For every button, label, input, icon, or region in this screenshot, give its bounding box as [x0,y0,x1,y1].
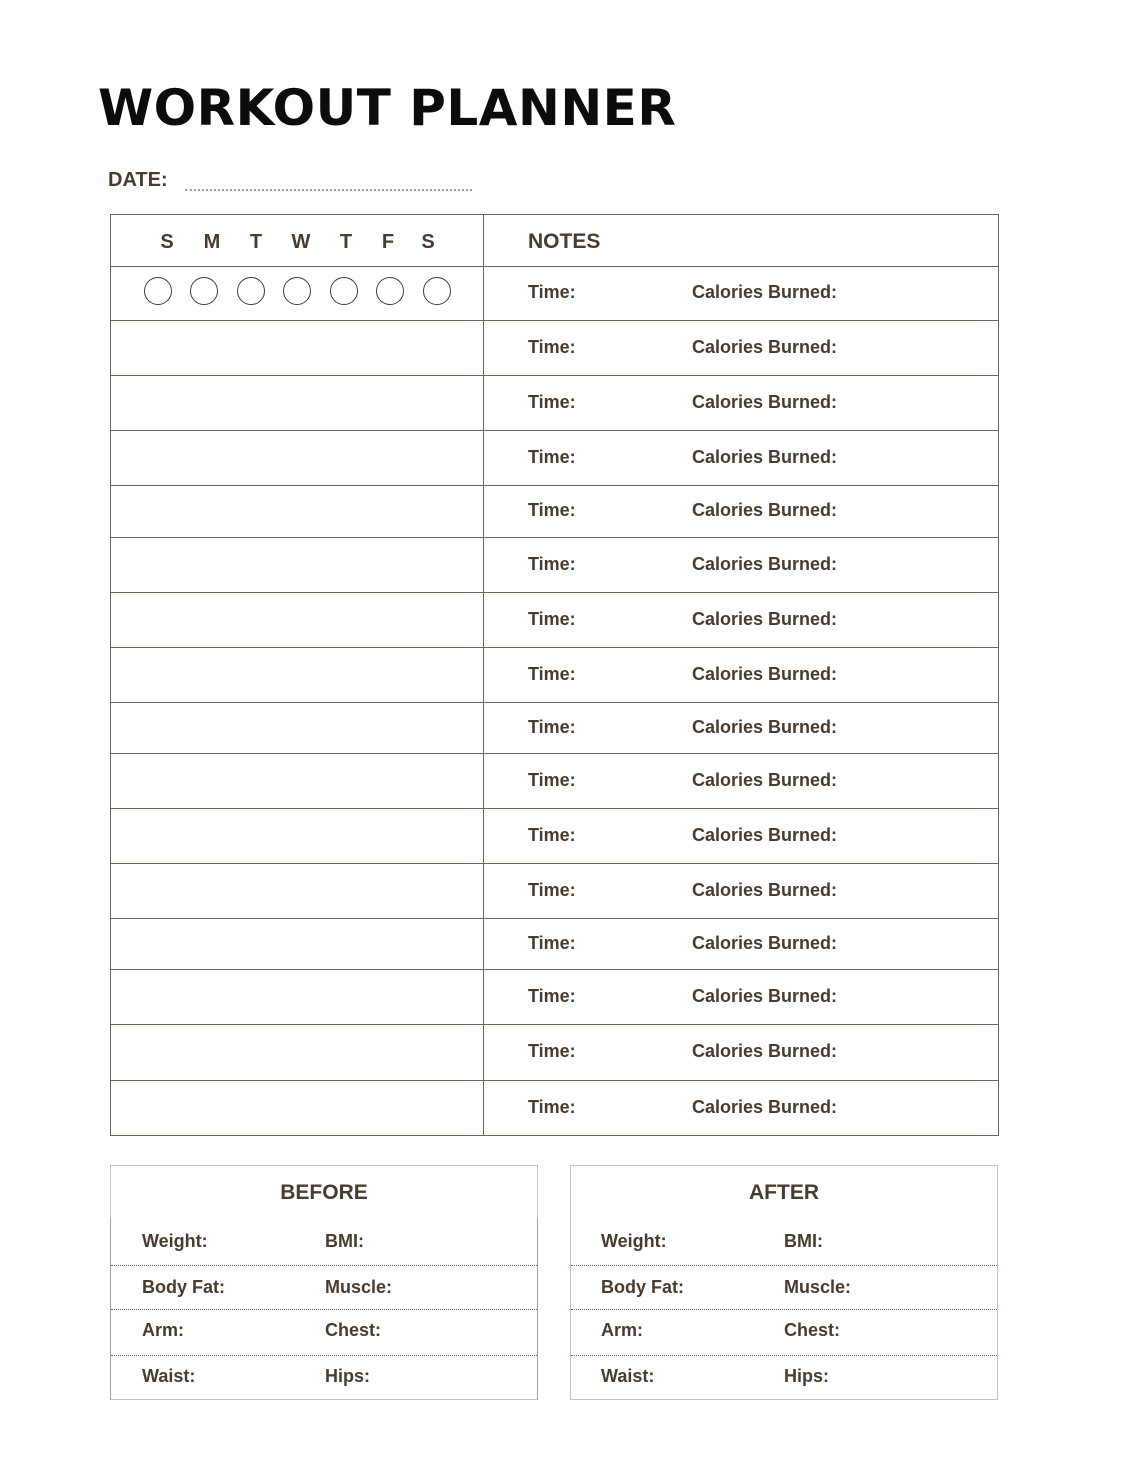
time-label: Time: [528,664,576,684]
time-label: Time: [528,986,576,1006]
workout-entry-cell[interactable] [111,1081,483,1135]
calories-burned-label: Calories Burned: [692,337,838,357]
date-label: DATE: [108,169,168,191]
calories-burned-label: Calories Burned: [692,392,838,412]
workout-entry-cell[interactable] [111,864,483,918]
workout-entry-cell[interactable] [111,754,483,808]
day-thursday: T [339,231,353,253]
day-tuesday: T [249,231,263,253]
calories-burned-label: Calories Burned: [692,717,838,737]
dotted-divider [571,1355,997,1356]
calories-burned-label: Calories Burned: [692,770,838,790]
before-muscle-label: Muscle: [325,1277,393,1297]
time-label: Time: [528,447,576,467]
workout-table [110,214,999,1136]
time-label: Time: [528,1097,576,1117]
day-friday: F [381,231,395,253]
dotted-divider [111,1309,537,1310]
dotted-divider [571,1309,997,1310]
workout-entry-cell[interactable] [111,538,483,592]
workout-entry-cell[interactable] [111,431,483,485]
box-right-edge [537,1218,538,1400]
calories-burned-label: Calories Burned: [692,933,838,953]
calories-burned-label: Calories Burned: [692,880,838,900]
day-sunday: S [160,231,174,253]
page-title: WORKOUT PLANNER [98,79,677,137]
after-weight-label: Weight: [601,1231,667,1251]
column-divider [483,215,484,1135]
calories-burned-label: Calories Burned: [692,609,838,629]
date-input-line[interactable] [185,189,472,191]
before-chest-label: Chest: [325,1320,382,1340]
before-bmi-label: BMI: [325,1231,364,1251]
workout-entry-cell[interactable] [111,648,483,702]
workout-entry-cell[interactable] [111,321,483,375]
time-label: Time: [528,337,576,357]
day-saturday: S [421,231,435,253]
before-waist-label: Waist: [142,1366,196,1386]
calories-burned-label: Calories Burned: [692,1097,838,1117]
calories-burned-label: Calories Burned: [692,282,838,302]
before-body-fat-label: Body Fat: [142,1277,225,1297]
after-body-fat-label: Body Fat: [601,1277,684,1297]
calories-burned-label: Calories Burned: [692,500,838,520]
time-label: Time: [528,933,576,953]
time-label: Time: [528,770,576,790]
dotted-divider [571,1265,997,1266]
before-weight-label: Weight: [142,1231,208,1251]
after-measurements [570,1165,998,1400]
time-label: Time: [528,825,576,845]
before-arm-label: Arm: [142,1320,185,1340]
after-muscle-label: Muscle: [784,1277,852,1297]
after-bmi-label: BMI: [784,1231,823,1251]
time-label: Time: [528,1041,576,1061]
after-title: AFTER [749,1181,819,1204]
after-chest-label: Chest: [784,1320,841,1340]
workout-entry-cell[interactable] [111,703,483,753]
before-title: BEFORE [280,1181,368,1204]
calories-burned-label: Calories Burned: [692,825,838,845]
workout-entry-cell[interactable] [111,919,483,969]
workout-entry-cell[interactable] [111,1025,483,1080]
time-label: Time: [528,880,576,900]
day-wednesday: W [291,231,311,253]
after-waist-label: Waist: [601,1366,655,1386]
calories-burned-label: Calories Burned: [692,447,838,467]
before-measurements [110,1165,538,1400]
dotted-divider [111,1265,537,1266]
calories-burned-label: Calories Burned: [692,664,838,684]
calories-burned-label: Calories Burned: [692,554,838,574]
time-label: Time: [528,609,576,629]
calories-burned-label: Calories Burned: [692,986,838,1006]
day-of-week-header [111,215,483,266]
workout-entry-cell[interactable] [111,376,483,430]
notes-header: NOTES [528,230,601,253]
time-label: Time: [528,282,576,302]
calories-burned-label: Calories Burned: [692,1041,838,1061]
workout-entry-cell[interactable] [111,809,483,863]
time-label: Time: [528,554,576,574]
workout-entry-cell[interactable] [111,970,483,1024]
workout-entry-cell[interactable] [111,267,483,320]
after-arm-label: Arm: [601,1320,644,1340]
time-label: Time: [528,500,576,520]
dotted-divider [111,1355,537,1356]
after-hips-label: Hips: [784,1366,829,1386]
workout-entry-cell[interactable] [111,593,483,647]
workout-entry-cell[interactable] [111,486,483,537]
day-monday: M [203,231,221,253]
before-hips-label: Hips: [325,1366,370,1386]
time-label: Time: [528,717,576,737]
time-label: Time: [528,392,576,412]
